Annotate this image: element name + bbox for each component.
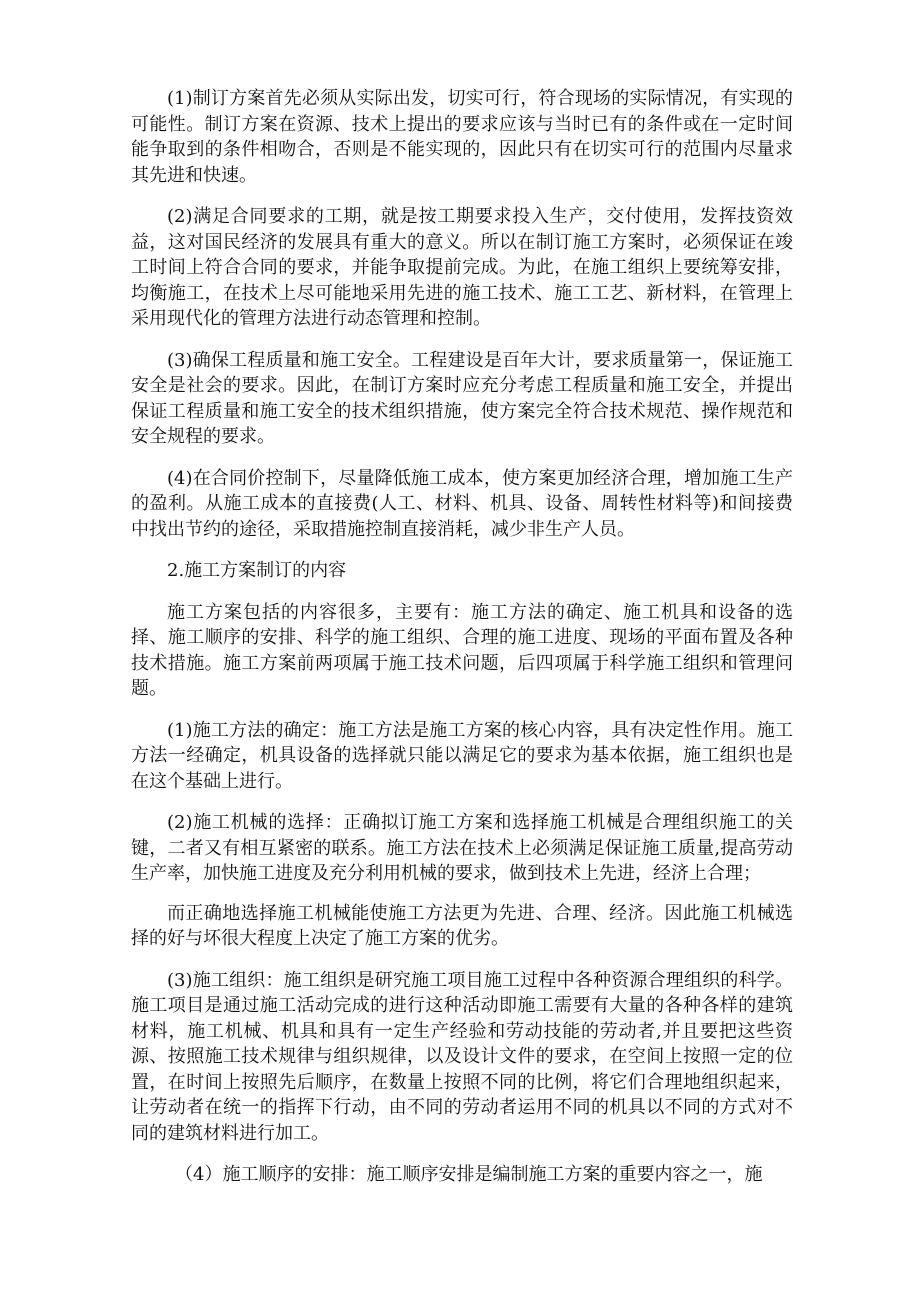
paragraph-content-1: (1)施工方法的确定：施工方法是施工方案的核心内容，具有决定性作用。施工方法一经确定，机具设备的选择就只能以满足它的要求为基本依据，施工组织也是在这个基础上进行。 (131, 719, 793, 792)
paragraph-content-2: (2)施工机械的选择：正确拟订施工方案和选择施工机械是合理组织施工的关键，二者又有相互紧密的联系。施工方法在技术上必须满足保证施工质量,提高劳动生产率，加快施工进度及充分利用机械的要求，做到技术上先进，经济上合理； (131, 812, 793, 884)
paragraph-principle-3: (3)确保工程质量和施工安全。工程建设是百年大计，要求质量第一，保证施工安全是社会的要求。因此，在制订方案时应充分考虑工程质量和施工安全，并提出保证工程质量和施工安全的技术组织措施，使方案完全符合技术规范、操作规范和安全规程的要求。 (131, 349, 793, 447)
paragraph-content-intro: 施工方案包括的内容很多，主要有：施工方法的确定、施工机具和设备的选择、施工顺序的安排、科学的施工组织、合理的施工进度、现场的平面布置及各种技术措施。施工方案前两项属于施工技术问题，后四项属于科学施工组织和管理问题。 (131, 601, 793, 699)
section-heading-2: 2.施工方案制订的内容 (167, 560, 347, 581)
paragraph-principle-2: (2)满足合同要求的工期，就是按工期要求投入生产，交付使用，发挥技资效益，这对国民经济的发展具有重大的意义。所以在制订施工方案时，必须保证在竣工时间上符合合同的要求，并能争取提前完成。为此，在施工组织上要统筹安排，均衡施工，在技术上尽可能地采用先进的施工技术、施工工艺、新材料，在管理上采用现代化的管理方法进行动态管理和控制。 (131, 206, 793, 329)
paragraph-principle-4: (4)在合同价控制下，尽量降低施工成本，使方案更加经济合理，增加施工生产的盈利。从施工成本的直接费(人工、材料、机具、设备、周转性材料等)和间接费中找出节约的途径，采取措施控制直接消耗，减少非生产人员。 (131, 467, 793, 540)
paragraph-content-3: (3)施工组织：施工组织是研究施工项目施工过程中各种资源合理组织的科学。施工项目是通过施工活动完成的进行这种活动即施工需要有大量的各种各样的建筑材料，施工机械、机具和具有一定生产经验和劳动技能的劳动者,并且要把这些资源、按照施工技术规律与组织规律，以及设计文件的要求，在空间上按照一定的位置，在时间上按照先后顺序，在数量上按照不同的比例，将它们合理地组织起来，让劳动者在统一的指挥下行动，由不同的劳动者运用不同的机具以不同的方式对不同的建筑材料进行加工。 (131, 969, 793, 1144)
paragraph-principle-1: (1)制订方案首先必须从实际出发，切实可行，符合现场的实际情况，有实现的可能性。制订方案在资源、技术上提出的要求应该与当时已有的条件或在一定时间能争取到的条件相吻合，否则是不能实现的，因此只有在切实可行的范围内尽量求其先进和快速。 (131, 88, 793, 186)
paragraph-content-2-continued: 而正确地选择施工机械能使施工方法更为先进、合理、经济。因此施工机械选择的好与坏很大程度上决定了施工方案的优劣。 (131, 902, 793, 949)
document-body (131, 86, 793, 1188)
paragraph-content-4: （4）施工顺序的安排：施工顺序安排是编制施工方案的重要内容之一，施 (175, 1164, 763, 1185)
